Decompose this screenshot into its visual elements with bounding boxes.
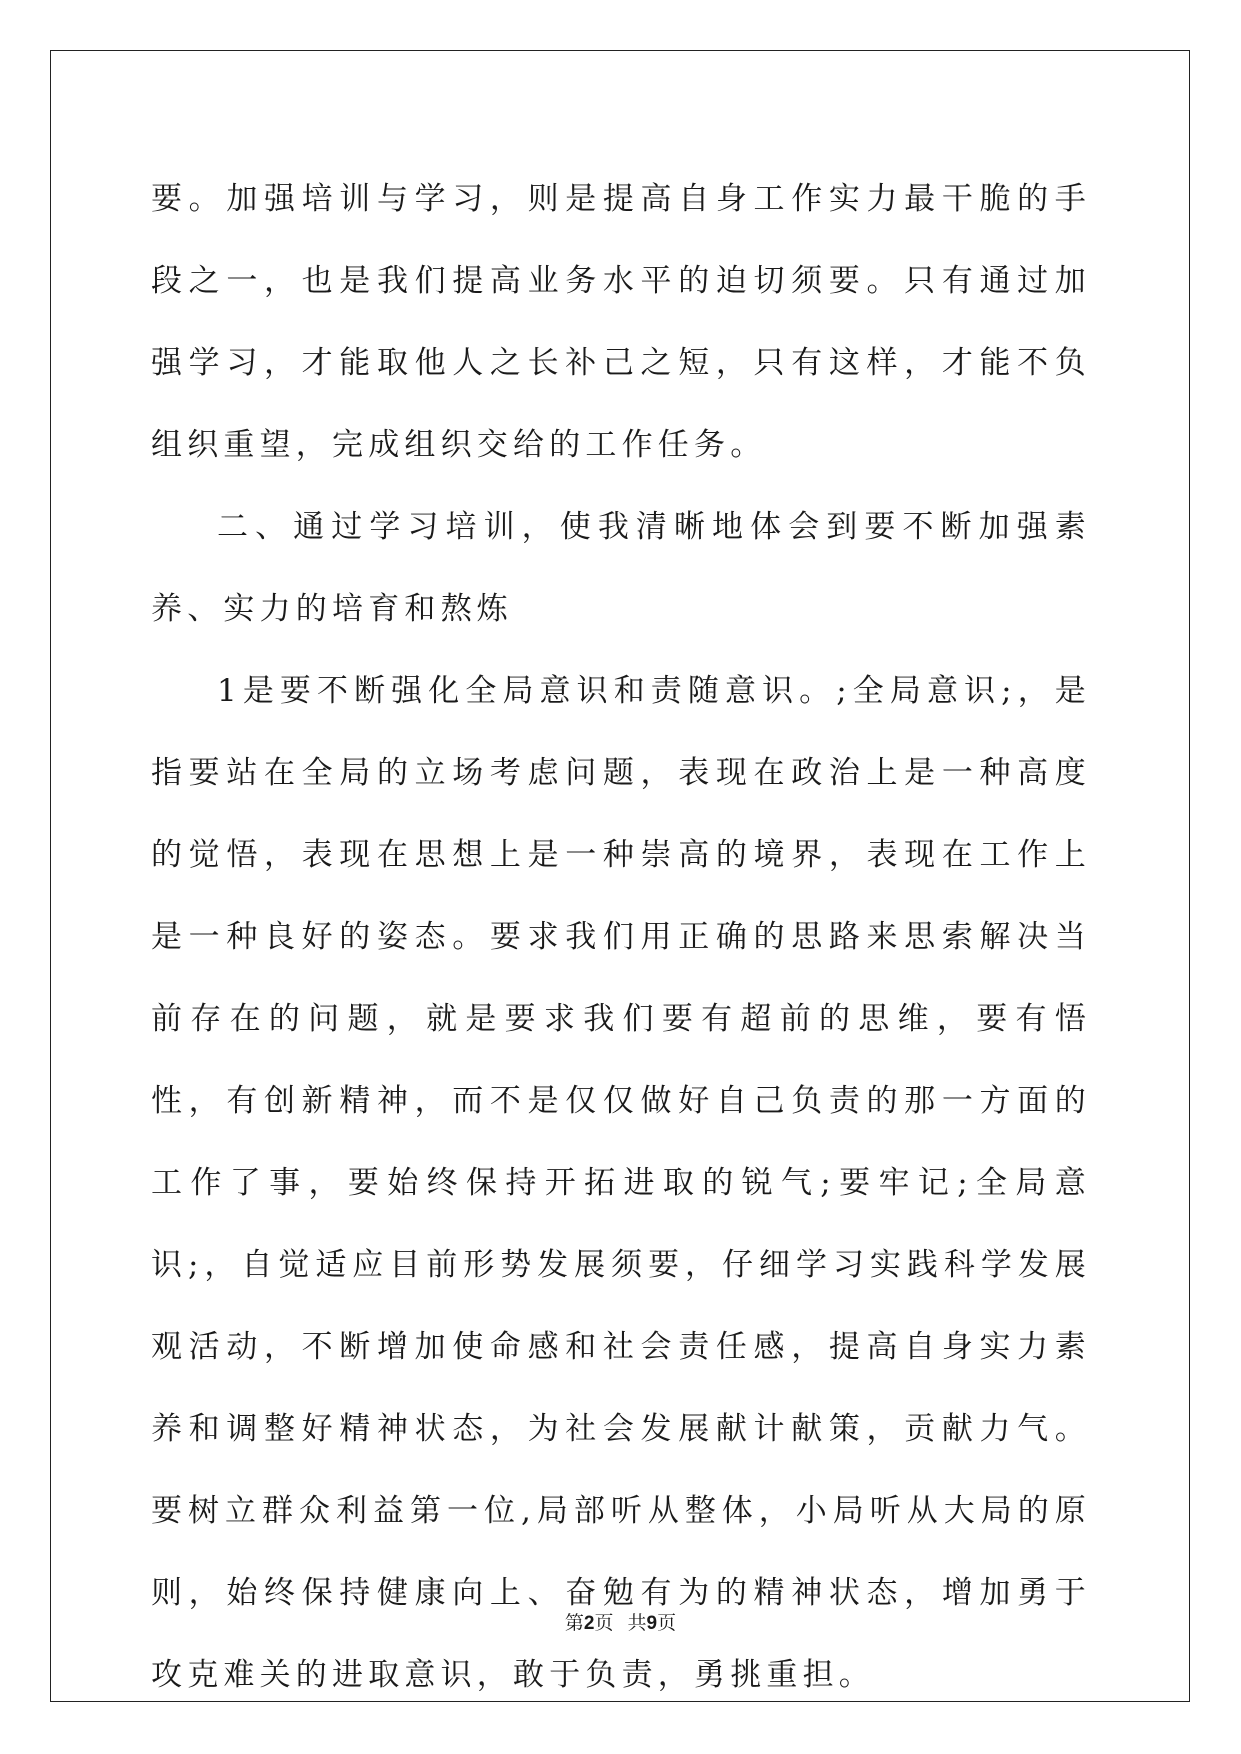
page-footer [0,1608,1241,1635]
footer-total-suffix: 页 [657,1612,677,1634]
page-number: 2 [583,1613,595,1634]
footer-prefix: 第 [564,1612,584,1634]
paragraph: 1是要不断强化全局意识和责随意识。;全局意识;，是指要站在全局的立场考虑问题，表现在政治上是一种高度的觉悟，表现在思想上是一种崇高的境界，表现在工作上是一种良好的姿态。要求我们用正确的思路来思索解决当前存在的问题，就是要求我们要有超前的思维，要有悟性，有创新精神，而不是仅仅做好自己负责的那一方面的工作了事，要始终保持开拓进取的锐气;要牢记;全局意识;，自觉适应目前形势发展须要，仔细学习实践科学发展观活动，不断增加使命感和社会责任感，提高自身实力素养和调整好精神状态，为社会发展献计献策，贡献力气。要树立群众利益第一位,局部听从整体，小局听从大局的原则，始终保持健康向上、奋勉有为的精神状态，增加勇于攻克难关的进取意识，敢于负责，勇挑重担。 [151,673,1091,1693]
footer-page-suffix: 页 [594,1612,614,1634]
footer-total-prefix: 共 [627,1612,647,1634]
paragraph-heading: 二、通过学习培训，使我清晰地体会到要不断加强素养、实力的培育和熬炼 [151,509,1091,627]
paragraph: 要。加强培训与学习，则是提高自身工作实力最干脆的手段之一，也是我们提高业务水平的迫切须要。只有通过加强学习，才能取他人之长补己之短，只有这样，才能不负组织重望，完成组织交给的工作任务。 [151,181,1091,463]
document-body [151,158,1091,1716]
total-pages: 9 [646,1613,658,1634]
